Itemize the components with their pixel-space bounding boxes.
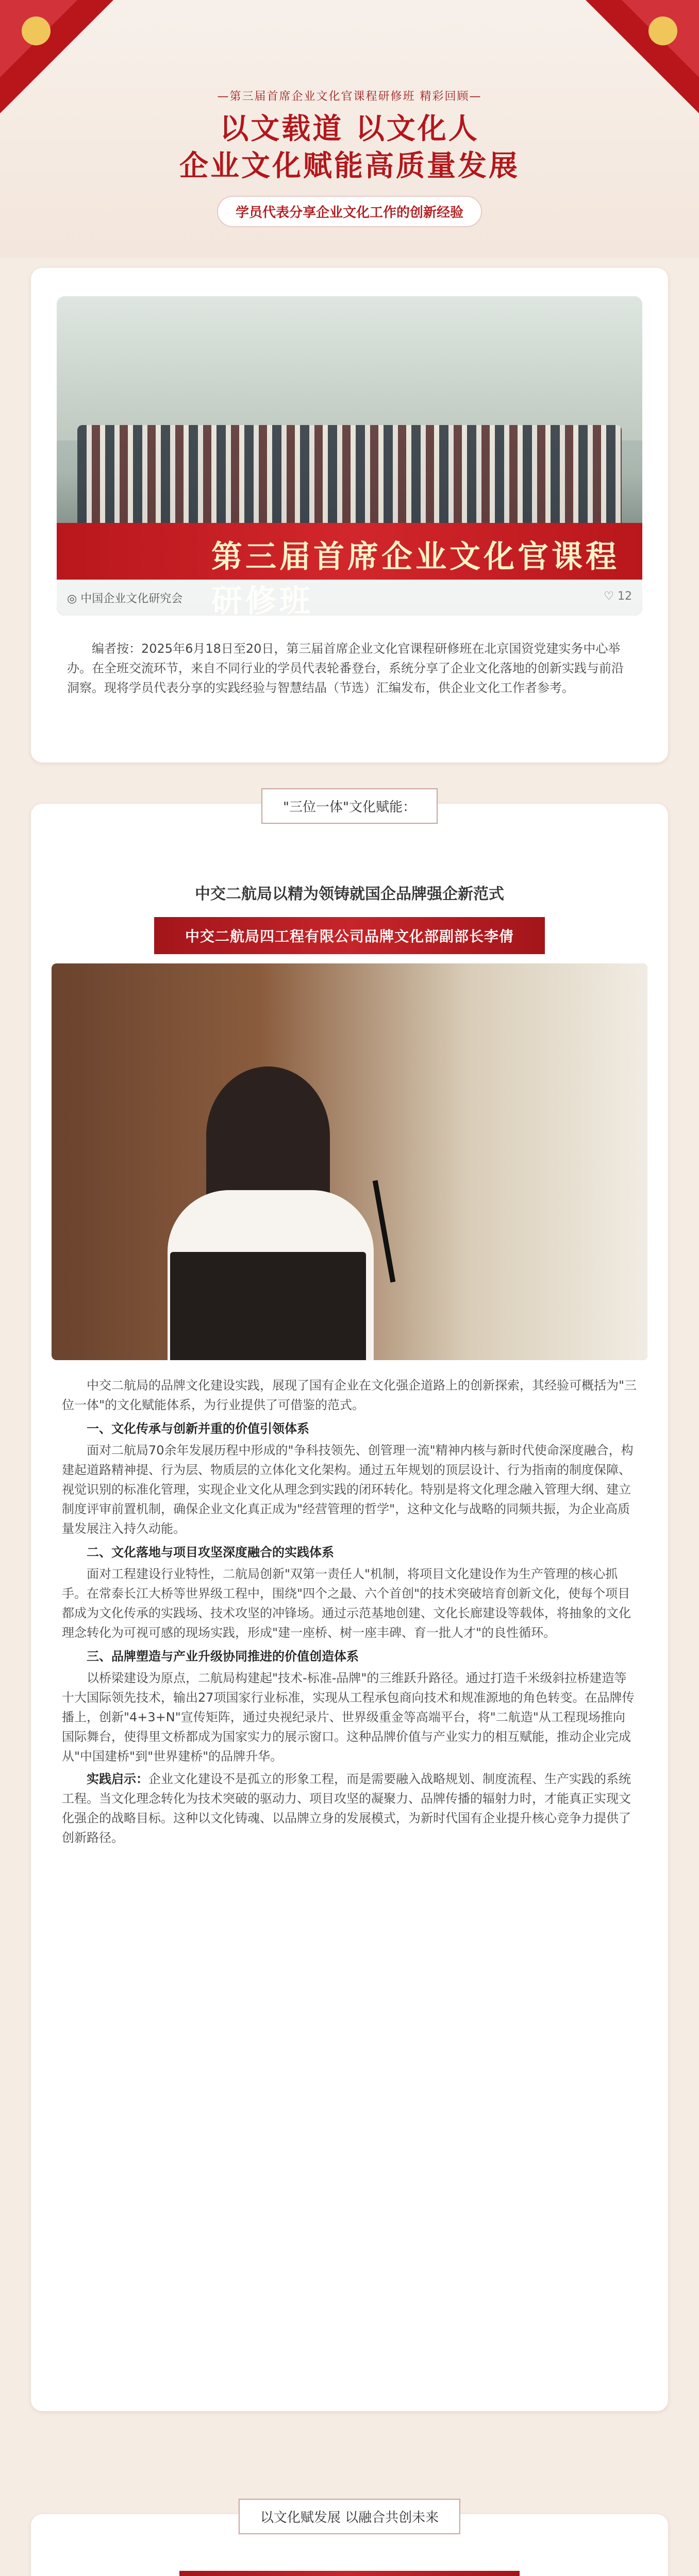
- like-button[interactable]: ♡ 12: [604, 590, 632, 603]
- section-1-h1: 一、文化传承与创新并重的价值引领体系: [87, 1421, 309, 1436]
- podium: [170, 1252, 366, 1360]
- article-header: [0, 0, 699, 258]
- section-1-h2: 二、文化落地与项目攻坚深度融合的实践体系: [87, 1545, 334, 1560]
- event-banner-text: 第三届首席企业文化官课程: [211, 539, 620, 575]
- photo-footer: [57, 580, 642, 616]
- section-1-lead: 中交二航局的品牌文化建设实践，展现了国有企业在文化强企道路上的创新探索，其经验可概括为"三位一体"的文化赋能体系，为行业提供了可借鉴的范式。: [62, 1378, 637, 1412]
- intro-card: [31, 268, 668, 762]
- practice-text: 企业文化建设不是孤立的形象工程，而是需要融入战略规划、制度流程、生产实践的系统工程。当文化理念转化为技术突破的驱动力、项目攻坚的凝聚力、品牌传播的辐射力时，才能真正实现文化强企的战略目标。这种以文化铸魂、以品牌立身的发展模式，为新时代国有企业提升核心竞争力提供了创新路径。: [62, 1772, 631, 1845]
- section-1-label: "三位一体"文化赋能：: [261, 788, 438, 824]
- section-1-heading: 中交二航局以精为领铸就国企品牌强企新范式: [195, 885, 504, 903]
- section-2-speaker-ribbon: [179, 2571, 520, 2576]
- section-1-body: [62, 1376, 637, 1851]
- practice-label: 实践启示：: [87, 1772, 148, 1786]
- event-banner: [57, 523, 642, 580]
- section-1-h3: 三、品牌塑造与产业升级协同推进的价值创造体系: [87, 1649, 359, 1664]
- section-2-label: 以文化赋发展 以融合共创未来: [239, 2499, 460, 2534]
- title-line-2: 企业文化赋能高质量发展: [179, 149, 520, 183]
- landscape-painting-backdrop: [57, 296, 642, 440]
- section-1-p1: 面对二航局70余年发展历程中形成的"争科技领先、创管理一流"精神内核与新时代使命深度融合，构建起道路精神提、行为层、物质层的立体化文化架构。通过五年规划的顶层设计、行为指南的制度保障、视觉识别的标准化管理，实现企业文化从理念到实践的闭环转化。特别是将文化理念融入管理大纲、建立制度评审前置机制，确保企业文化真正成为"经营管理的哲学"，这种文化与战略的同频共振，为企业高质量发展注入持久动能。: [62, 1443, 634, 1536]
- page-title: [0, 111, 699, 185]
- section-1-speaker-ribbon: 中交二航局四工程有限公司品牌文化部副部长李倩: [154, 917, 545, 954]
- section-1-card: [31, 804, 668, 2411]
- editor-note: 编者按：2025年6月18日至20日，第三届首席企业文化官课程研修班在北京国资党建实务中心举办。在全班交流环节，来自不同行业的学员代表轮番登台，系统分享了企业文化落地的创新实践与前沿洞察。现将学员代表分享的实践经验与智慧结晶（节选）汇编发布，供企业文化工作者参考。: [67, 641, 624, 695]
- title-line-1: 以文载道 以文化人: [220, 112, 479, 146]
- photo-source[interactable]: ◎ 中国企业文化研究会: [67, 592, 183, 605]
- section-1-p2: 面对工程建设行业特性，二航局创新"双第一责任人"机制，将项目文化建设作为生产管理的核心抓手。在常泰长江大桥等世界级工程中，围绕"四个之最、六个首创"的技术突破培育创新文化，使每个项目都成为文化传承的实践场、技术攻坚的冲锋场。通过示范基地创建、文化长廊建设等载体，将抽象的文化理念转化为可视可感的现场实践，形成"建一座桥、树一座丰碑、育一批人才"的良性循环。: [62, 1567, 631, 1640]
- like-count: 12: [618, 590, 632, 603]
- group-photo[interactable]: [57, 296, 642, 616]
- section-1-speaker-photo[interactable]: [52, 963, 647, 1360]
- subtitle-pill: 学员代表分享企业文化工作的创新经验: [217, 196, 482, 227]
- photo-source-text: 中国企业文化研究会: [80, 592, 183, 605]
- series-eyebrow: —第三届首席企业文化官课程研修班 精彩回顾—: [217, 90, 482, 103]
- section-1-practice: [62, 1769, 637, 1848]
- speaker-head: [206, 1066, 330, 1206]
- section-1-p3: 以桥梁建设为原点，二航局构建起"技术-标准-品牌"的三维跃升路径。通过打造千米级斜拉桥建造等十大国际领先技术，输出27项国家行业标准，实现从工程承包商向技术和规准源地的角色转变。在品牌传播上，创新"4+3+N"宣传矩阵，通过央视纪录片、世界级重金等高端平台，将"二航造"从工程现场推向国际舞台，使得里文桥都成为国家实力的展示窗口。这种品牌价值与产业实力的相互赋能，推动企业完成从"中国建桥"到"世界建桥"的品牌升华。: [62, 1671, 635, 1764]
